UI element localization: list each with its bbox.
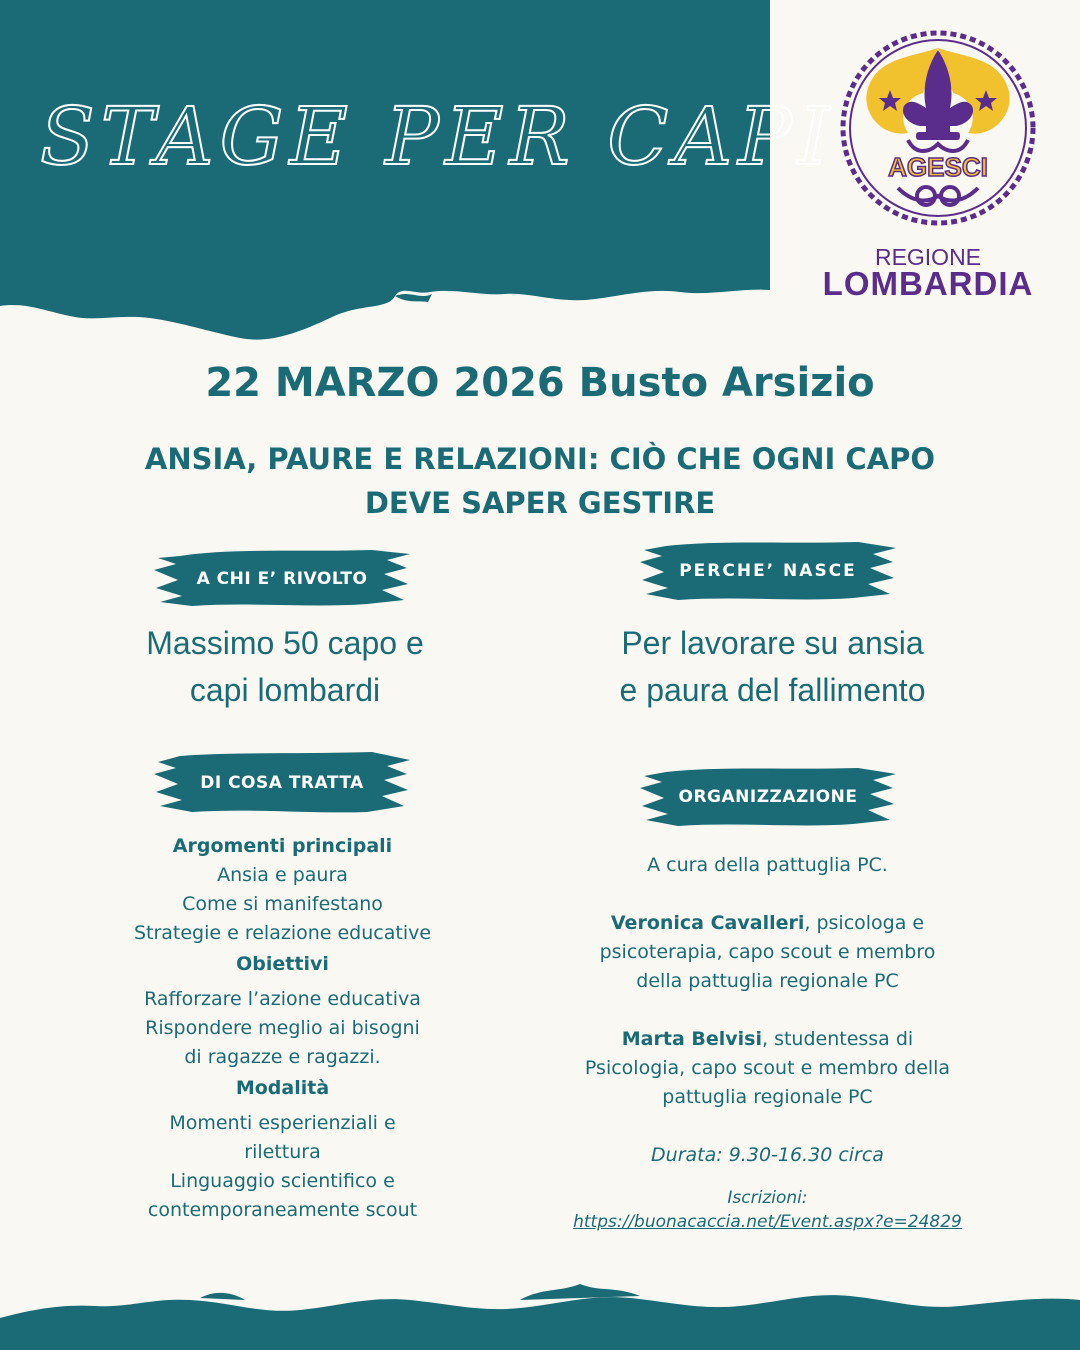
bottom-torn-band	[0, 1270, 1080, 1350]
mode-heading: Modalità	[235, 1077, 330, 1099]
target-text-line-1: Massimo 50 capo e	[146, 625, 424, 661]
event-subtitle	[90, 437, 990, 525]
goal-item: Rafforzare l’azione educativa	[144, 988, 421, 1010]
logo-name: AGESCI	[888, 152, 988, 182]
why-label: PERCHE’ NASCE	[679, 561, 857, 581]
mode-item: Momenti esperienziali e	[169, 1112, 396, 1134]
why-heading	[638, 538, 898, 604]
subtitle-line-1: ANSIA, PAURE E RELAZIONI: CIÒ CHE OGNI CAPO	[144, 442, 936, 476]
person-2-line-2: Psicologia, capo scout e membro della	[584, 1057, 951, 1079]
duration-value: : 9.30-16.30 circa	[716, 1144, 884, 1166]
person-1-line-1	[545, 909, 990, 938]
person-2-name: Marta Belvisi	[621, 1028, 762, 1050]
mode-item: rilettura	[244, 1141, 321, 1163]
duration	[545, 1141, 990, 1170]
goals-heading: Obiettivi	[236, 953, 329, 975]
main-topic-item: Strategie e relazione educative	[133, 922, 432, 944]
person-1-name: Veronica Cavalleri	[610, 912, 805, 934]
person-2-line-3: pattuglia regionale PC	[662, 1086, 873, 1108]
duration-label: Durata	[651, 1144, 717, 1166]
person-1-line-2: psicoterapia, capo scout e membro	[599, 941, 936, 963]
subtitle-line-2: DEVE SAPER GESTIRE	[364, 486, 716, 520]
why-text-line-2: e paura del fallimento	[619, 672, 926, 708]
person-2-desc: , studentessa di	[761, 1028, 914, 1050]
agesci-fleur-de-lis-logo	[838, 28, 1038, 228]
organization-content	[545, 851, 990, 1234]
page-title: STAGE PER CAPI	[40, 90, 836, 183]
target-heading	[152, 546, 412, 612]
why-text	[540, 620, 1005, 714]
organization-label: ORGANIZZAZIONE	[678, 787, 858, 807]
organization-intro: A cura della pattuglia PC.	[647, 854, 888, 876]
goal-item: Rispondere meglio ai bisogni	[145, 1017, 420, 1039]
main-topics-heading: Argomenti principali	[172, 835, 393, 857]
target-label: A CHI E’ RIVOLTO	[196, 569, 368, 589]
signup-label: Iscrizioni:	[727, 1188, 808, 1208]
main-topic-item: Ansia e paura	[217, 864, 348, 886]
target-text-line-2: capi lombardi	[189, 672, 381, 708]
mode-item: Linguaggio scientifico e	[170, 1170, 395, 1192]
event-date-location: 22 MARZO 2026 Busto Arsizio	[205, 360, 875, 406]
target-text	[70, 620, 500, 714]
main-topic-item: Come si manifestano	[182, 893, 383, 915]
person-1-desc: , psicologa e	[804, 912, 925, 934]
goal-item: di ragazze e ragazzi.	[184, 1046, 381, 1068]
topics-label: DI COSA TRATTA	[200, 773, 364, 793]
person-1-line-3: della pattuglia regionale PC	[636, 970, 899, 992]
region-label: REGIONE	[874, 244, 982, 270]
topics-content	[90, 832, 475, 1225]
why-text-line-1: Per lavorare su ansia	[621, 625, 924, 661]
signup-link[interactable]: https://buonacaccia.net/Event.aspx?e=24829	[573, 1212, 962, 1232]
topics-heading	[152, 750, 412, 816]
person-2-line-1	[545, 1025, 990, 1054]
mode-item: contemporaneamente scout	[147, 1199, 418, 1221]
region-name: LOMBARDIA	[822, 265, 1034, 302]
organization-heading	[638, 764, 898, 830]
